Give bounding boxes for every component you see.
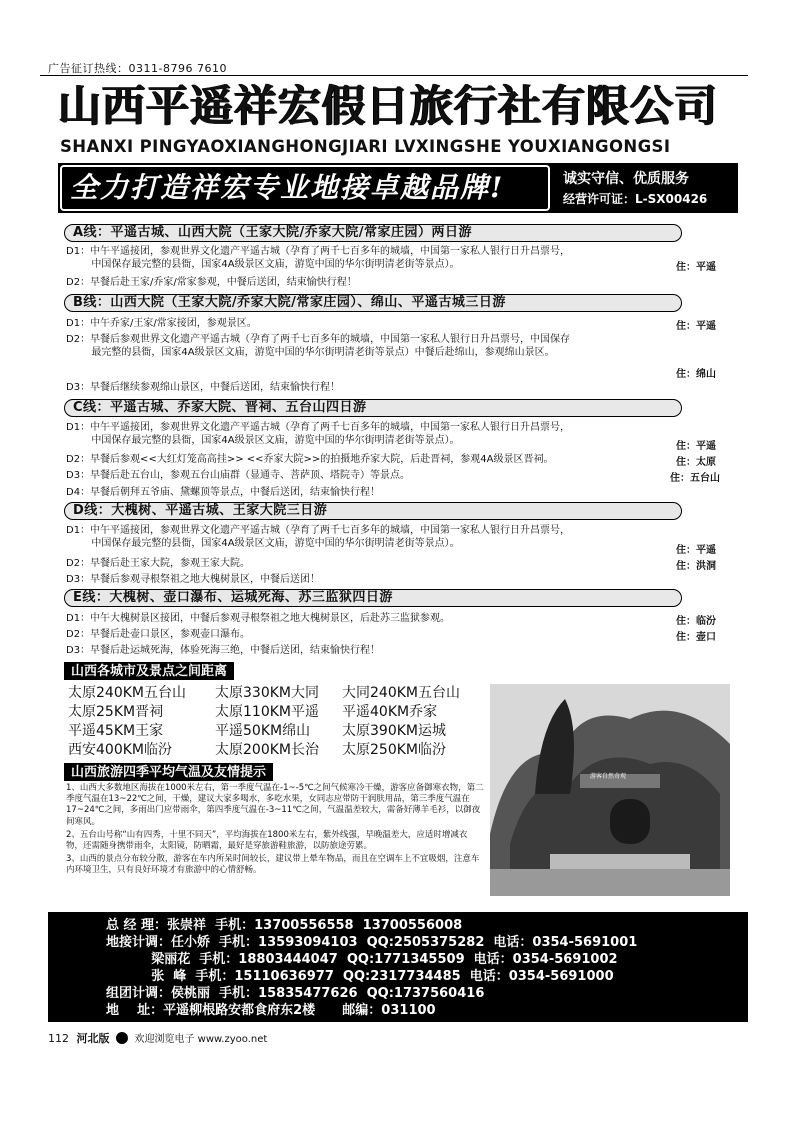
route-e-day1: D1：中午大槐树景区接团，中餐后参观寻根祭祖之地大槐树景区，后赴苏三监狱参观。 — [66, 613, 451, 624]
route-b-day3: D3：早餐后继续参观绵山景区，中餐后送团，结束愉快行程！ — [66, 382, 341, 393]
route-c-day2-stay: 住：太原 — [676, 457, 716, 468]
contact-row: 组团计调：侯桃丽 手机：15835477626 QQ:1737560416 — [106, 986, 485, 1001]
page-number: 112 — [48, 1032, 69, 1045]
contact-row: 地 址：平遥柳根路安都食府东2楼 邮编：031100 — [106, 1003, 436, 1018]
distance-item: 平遥40KM乔家 — [342, 704, 438, 720]
route-c-day4: D4：早餐后朝拜五爷庙、黛螺顶等景点，中餐后送团，结束愉快行程！ — [66, 487, 381, 498]
contact-row: 总 经 理：张崇祥 手机：13700556558 13700556008 — [106, 918, 463, 933]
contact-block — [48, 912, 748, 1022]
company-name-cn: 山西平遥祥宏假日旅行社有限公司 — [58, 82, 718, 132]
motto: 诚实守信、优质服务 — [563, 171, 689, 187]
website-text: 欢迎浏览电子 www.zyoo.net — [134, 1034, 268, 1045]
route-d-day1-stay: 住：平遥 — [676, 545, 716, 556]
distance-item: 太原240KM五台山 — [68, 685, 186, 701]
edition-label: 河北版 — [76, 1032, 110, 1045]
climate-title: 山西旅游四季平均气温及友情提示 — [64, 763, 273, 781]
route-d-day3: D3：早餐后参观寻根祭祖之地大槐树景区，中餐后送团！ — [66, 574, 321, 585]
route-b-day1: D1：中午乔家/王家/常家接团，参观景区。 — [66, 318, 257, 329]
route-b-title: B线：山西大院（王家大院/乔家大院/常家庄园）、绵山、平遥古城三日游 — [64, 294, 682, 312]
distance-item: 太原200KM长治 — [215, 742, 319, 758]
route-b-day2-stay: 住：绵山 — [676, 369, 716, 380]
route-e-day1-stay: 住：临汾 — [676, 616, 716, 627]
route-c-day1: D1：中午平遥接团，参观世界文化遗产平遥古城（孕育了两千七百多年的城墙，中国第一家私人银行日升昌票号， 中国保存最完整的县衙，国家4A级景区文庙，游览中国的华尔街明清老街等景点）。 — [66, 422, 571, 446]
company-name-en: SHANXI PINGYAOXIANGHONGJIARI LVXINGSHE YOUXIANGONGSI — [60, 137, 671, 156]
distance-item: 平遥45KM王家 — [68, 723, 164, 739]
distance-item: 西安400KM临汾 — [68, 742, 172, 758]
ad-hotline: 广告征订热线：0311-8796 7610 — [48, 62, 227, 75]
page-footer — [48, 1030, 267, 1046]
route-b-day2: D2：早餐后参观世界文化遗产平遥古城（孕育了两千七百多年的城墙，中国第一家私人银行日升昌票号，中国保存 最完整的县衙，国家4A级景区文庙，游览中国的华尔街明清老街等景点）中餐后赴绵山，参观绵山景区。 — [66, 334, 571, 358]
distance-item: 太原110KM平遥 — [215, 704, 319, 720]
route-c-day3-stay: 住：五台山 — [670, 473, 720, 484]
route-d-day2: D2：早餐后赴王家大院，参观王家大院。 — [66, 558, 251, 569]
route-d-day2-stay: 住：洪洞 — [676, 561, 716, 572]
scenic-photo — [490, 684, 730, 896]
route-c-day2: D2：早餐后参观<<大红灯笼高高挂>> <<乔家大院>>的拍摄地乔家大院，后赴晋祠，参观4A级景区晋祠。 — [66, 454, 554, 465]
route-a-title: A线：平遥古城、山西大院（王家大院/乔家大院/常家庄园）两日游 — [64, 224, 682, 242]
contact-row: 地接计调：任小娇 手机：13593094103 QQ:2505375282 电话：0354-5691001 — [106, 935, 638, 950]
distance-item: 太原250KM临汾 — [342, 742, 446, 758]
route-d-title: D线：大槐树、平遥古城、王家大院三日游 — [64, 502, 682, 520]
climate-tip: 3、山西的景点分布较分散，游客在车内所呆时间较长，建议带上晕车物品，而且在空调车上不宜吸烟，注意车内环境卫生，只有良好环境才有旅游中的心情舒畅。 — [66, 854, 480, 876]
route-a-day1: D1：中午平遥接团，参观世界文化遗产平遥古城（孕育了两千七百多年的城墙，中国第一家私人银行日升昌票号， 中国保存最完整的县衙，国家4A级景区文庙，游览中国的华尔街明清老街等景点）。 — [66, 246, 571, 270]
route-b-day1-stay: 住：平遥 — [676, 321, 716, 332]
logo-icon — [116, 1032, 128, 1044]
rock-garden-image — [490, 684, 730, 896]
contact-row: 张 峰 手机：15110636977 QQ:2317734485 电话：0354-5691000 — [106, 969, 614, 984]
route-a-day1-stay: 住：平遥 — [676, 262, 716, 273]
distance-item: 太原330KM大同 — [215, 685, 319, 701]
route-c-day3: D3：早餐后赴五台山，参观五台山庙群（显通寺、菩萨顶、塔院寺）等景点。 — [66, 470, 411, 481]
route-e-title: E线：大槐树、壶口瀑布、运城死海、苏三监狱四日游 — [64, 589, 682, 607]
route-e-day2-stay: 住：壶口 — [676, 632, 716, 643]
route-c-title: C线：平遥古城、乔家大院、晋祠、五台山四日游 — [64, 399, 682, 417]
contact-row: 梁丽花 手机：18803444047 QQ:1771345509 电话：0354-5691002 — [106, 952, 618, 967]
climate-tips — [66, 783, 484, 877]
license-number: 经营许可证：L-SX00426 — [563, 192, 708, 206]
slogan: 全力打造祥宏专业地接卓越品牌! — [60, 165, 550, 211]
distance-item: 太原390KM运城 — [342, 723, 446, 739]
route-a-day2: D2：早餐后赴王家/乔家/常家参观，中餐后送团，结束愉快行程！ — [66, 277, 357, 288]
distance-item: 平遥50KM绵山 — [215, 723, 311, 739]
distance-item: 大同240KM五台山 — [342, 685, 460, 701]
slogan-bar — [58, 163, 738, 213]
route-d-day1: D1：中午平遥接团，参观世界文化遗产平遥古城（孕育了两千七百多年的城墙，中国第一家私人银行日升昌票号， 中国保存最完整的县衙，国家4A级景区文庙，游览中国的华尔街明清老街等景点）。 — [66, 525, 571, 549]
route-e-day3: D3：早餐后赴运城死海，体验死海三绝，中餐后送团，结束愉快行程！ — [66, 645, 381, 656]
route-e-day2: D2：早餐后赴壶口景区，参观壶口瀑布。 — [66, 629, 251, 640]
distance-title: 山西各城市及景点之间距离 — [64, 662, 234, 680]
distance-item: 太原25KM晋祠 — [68, 704, 164, 720]
photo-sign-text: 游客自然奇观 — [590, 773, 627, 780]
climate-tip: 1、山西大多数地区海拔在1000米左右，第一季度气温在-1~-5℃之间气候寒冷干燥，游客应备御寒衣物，第二季度气温在13~22℃之间，干燥，建议大家多喝水，多吃水果，女同志应带防干润肤用品，第三季度气温在17~24℃之间，多雨出门应带雨伞，第四季度气温在-3~11℃之间，气温温差较大，需备好薄羊毛衫，以御夜间寒风。 — [66, 783, 484, 827]
climate-tip: 2、五台山号称“山有四秀，十里不同天”，平均海拔在1800米左右，紫外线强，早晚温差大，应适时增减衣物，还需随身携带雨伞，太阳镜，防晒霜，最好是穿旅游鞋旅游，以防旅途劳累。 — [66, 829, 468, 852]
top-rule — [40, 75, 748, 76]
route-c-day1-stay: 住：平遥 — [676, 441, 716, 452]
